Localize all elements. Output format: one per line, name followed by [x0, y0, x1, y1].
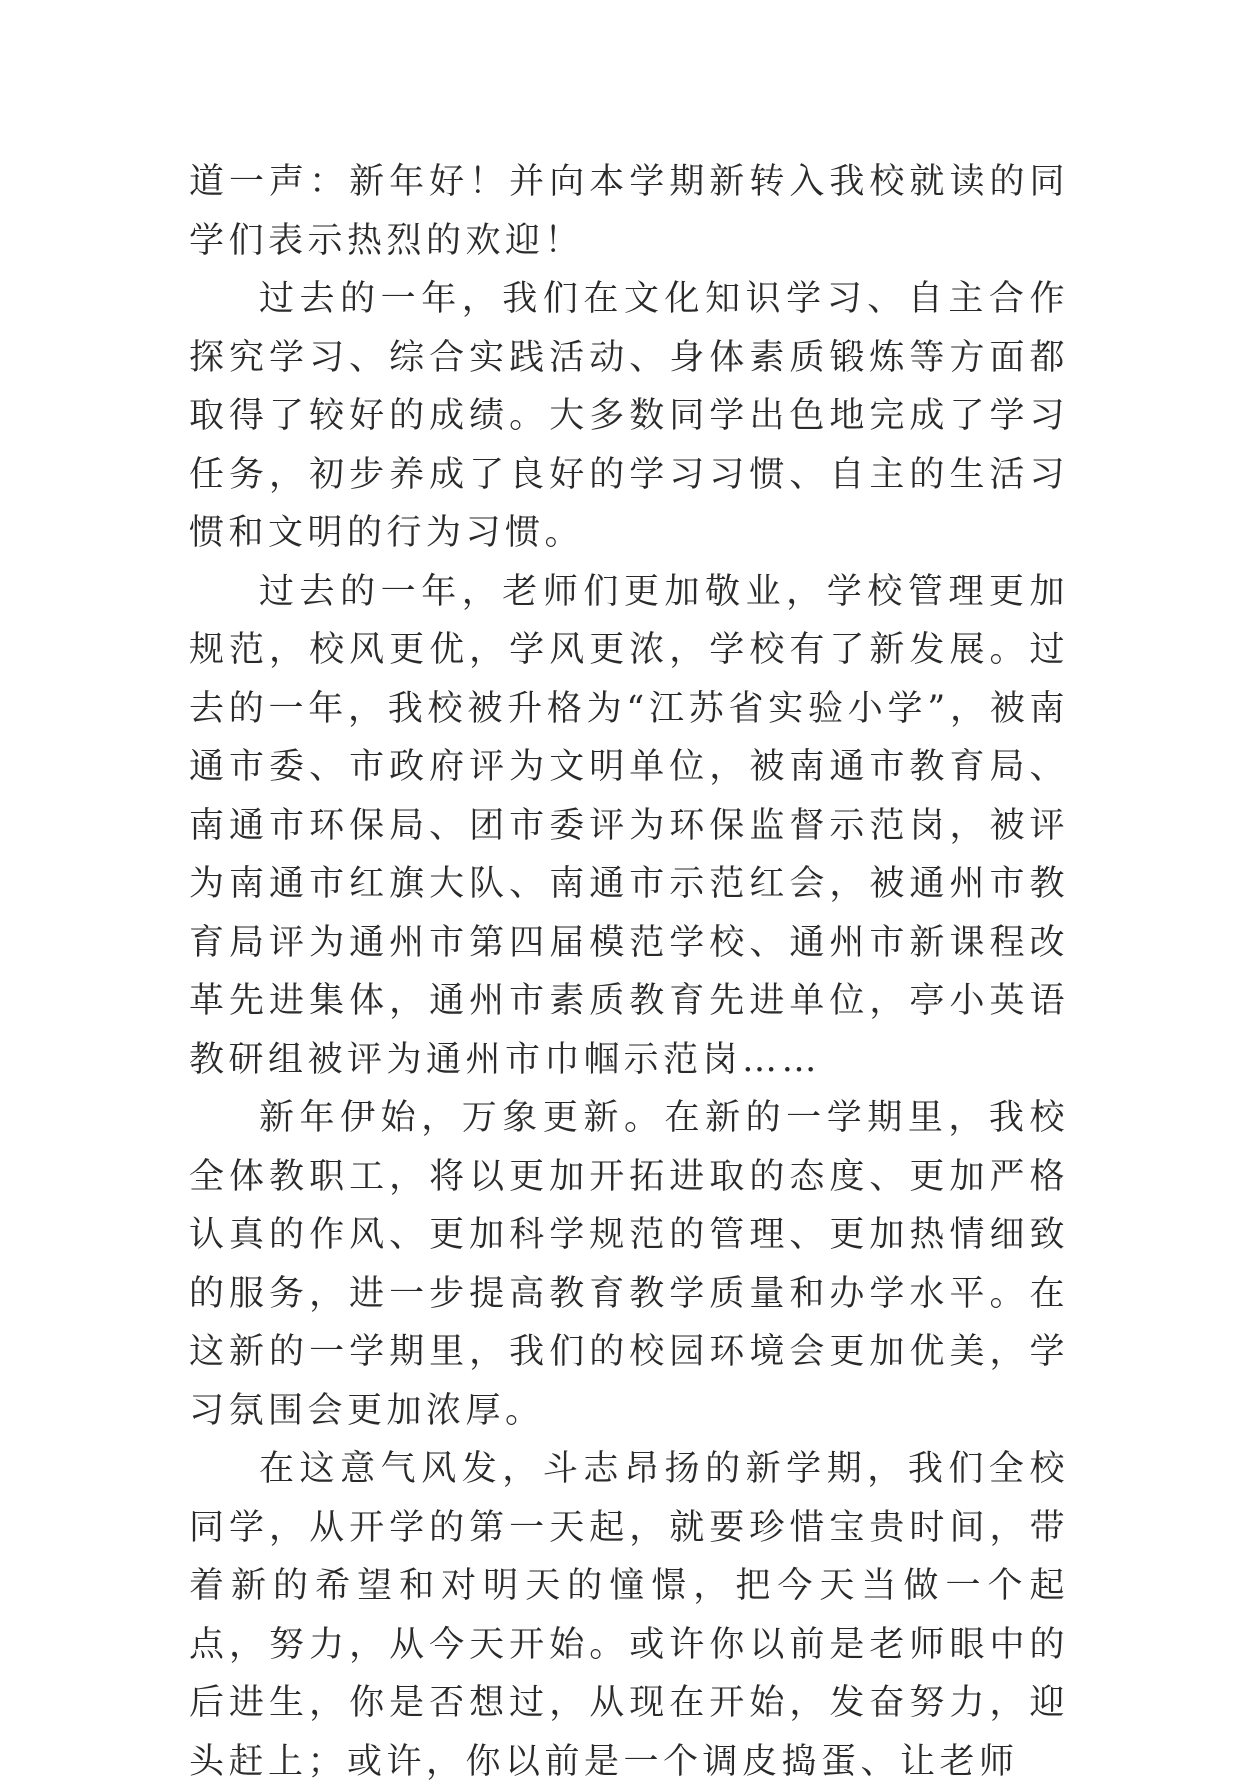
paragraph-past-year-students: 过去的一年，我们在文化知识学习、自主合作探究学习、综合实践活动、身体素质锻炼等方面都取得了较好的成绩。大多数同学出色地完成了学习任务，初步养成了良好的学习习惯、自主的生活习惯和文明的行为习惯。: [189, 279, 1069, 553]
paragraph-greeting: 道一声：新年好！并向本学期新转入我校就读的同学们表示热烈的欢迎！: [189, 162, 1069, 261]
paragraph-new-year: 新年伊始，万象更新。在新的一学期里，我校全体教职工，将以更加开拓进取的态度、更加严格认真的作风、更加科学规范的管理、更加热情细致的服务，进一步提高教育教学质量和办学水平。在这新的一学期里，我们的校园环境会更加优美，学习氛围会更加浓厚。: [189, 1098, 1069, 1431]
paragraph-past-year-school: 过去的一年，老师们更加敬业，学校管理更加规范，校风更优，学风更浓，学校有了新发展。过去的一年，我校被升格为“江苏省实验小学”，被南通市委、市政府评为文明单位，被南通市教育局、南通市环保局、团市委评为环保监督示范岗，被评为南通市红旗大队、南通市示范红会，被通州市教育局评为通州市第四届模范学校、通州市新课程改革先进集体，通州市素质教育先进单位，亭小英语教研组被评为通州市巾帼示范岗……: [189, 571, 1069, 1080]
document-body: [189, 153, 1069, 1791]
paragraph-new-semester: 在这意气风发，斗志昂扬的新学期，我们全校同学，从开学的第一天起，就要珍惜宝贵时间，带着新的希望和对明天的憧憬，把今天当做一个起点，努力，从今天开始。或许你以前是老师眼中的后进生，你是否想过，从现在开始，发奋努力，迎头赶上；或许，你以前是一个调皮捣蛋、让老师: [189, 1449, 1069, 1782]
